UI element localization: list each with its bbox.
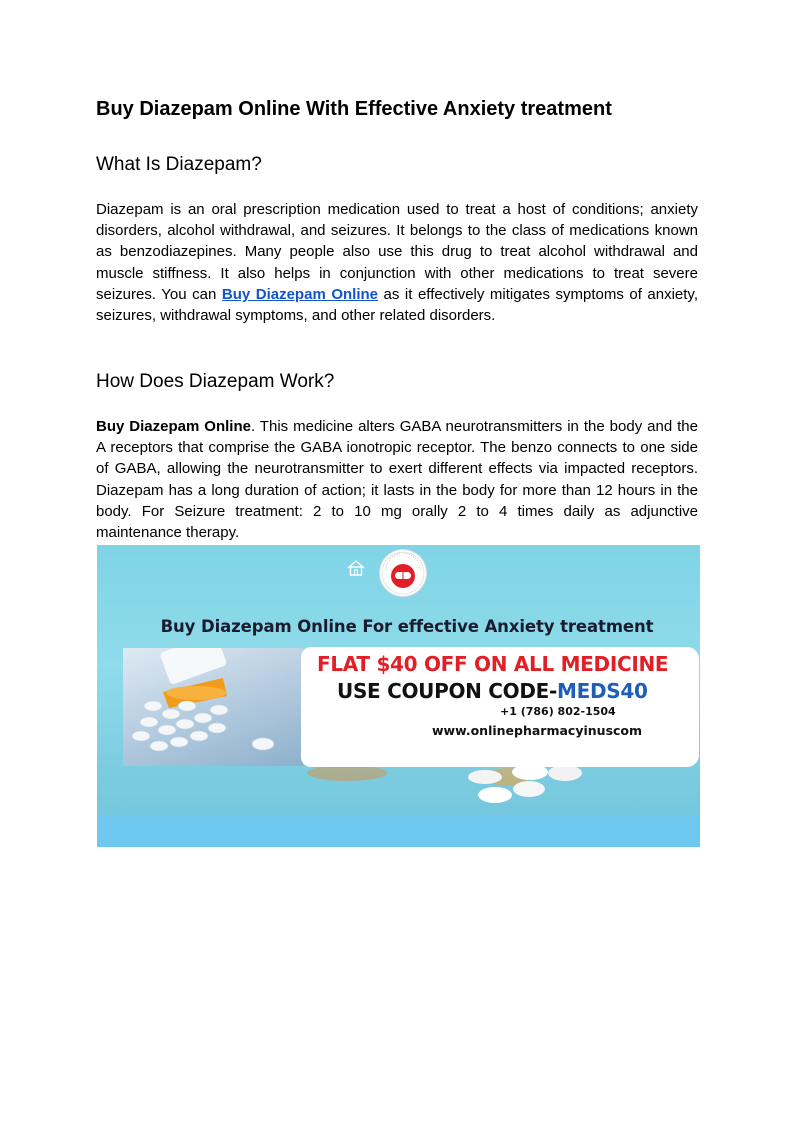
pharmacy-logo xyxy=(380,550,426,596)
home-icon xyxy=(346,558,366,578)
coupon-prefix: USE COUPON CODE- xyxy=(337,679,557,703)
bold-lead-text: Buy Diazepam Online xyxy=(96,418,251,435)
banner-title: Buy Diazepam Online For effective Anxiety treatment xyxy=(160,617,654,636)
pharmacy-logo-graphic xyxy=(380,550,426,596)
buy-diazepam-link[interactable]: Buy Diazepam Online xyxy=(221,285,378,303)
coupon-code: MEDS40 xyxy=(557,679,648,703)
website-url: www.onlinepharmacyinuscom xyxy=(432,723,643,738)
coupon-line xyxy=(337,679,648,703)
paragraph-text: Diazepam is an oral prescription medication used to treat a host of conditions; anxiety disorders, alcohol withdrawal, and seizures. It belongs to the class of medications known as benzodiazepines. Many people also use this drug to treat alcohol withdrawal and muscle stiffness. It also helps in conjunction with other medications to treat severe seizures. You can xyxy=(96,201,698,303)
offer-headline: FLAT $40 OFF ON ALL MEDICINE xyxy=(317,652,669,676)
banner-bottom-band xyxy=(97,815,700,847)
offer-box xyxy=(301,647,699,767)
section-heading-what-is: What Is Diazepam? xyxy=(96,154,262,175)
phone-number: +1 (786) 802-1504 xyxy=(500,705,616,718)
promo-banner-image xyxy=(97,545,700,847)
pills-photo-graphic xyxy=(123,648,303,766)
section-heading-how-it-works: How Does Diazepam Work? xyxy=(96,371,335,392)
document-title: Buy Diazepam Online With Effective Anxiety treatment xyxy=(96,98,612,120)
section-paragraph-how-it-works xyxy=(96,416,698,543)
paragraph-text: . This medicine alters GABA neurotransmitters in the body and the A receptors that comprise the GABA ionotropic receptor. The benzo connects to one side of GABA, allowing the neurotransmitter to exert different effects via impacted receptors. Diazepam has a long duration of action; it lasts in the body for more than 12 hours in the body. For Seizure treatment: 2 to 10 mg orally 2 to 4 times daily as adjunctive maintenance therapy. xyxy=(96,418,698,542)
section-paragraph-what-is xyxy=(96,199,698,326)
paragraph-text: as it effectively mitigates symptoms of anxiety, seizures, withdrawal symptoms, and other related disorders. xyxy=(96,285,698,325)
pills-photo xyxy=(123,648,303,766)
